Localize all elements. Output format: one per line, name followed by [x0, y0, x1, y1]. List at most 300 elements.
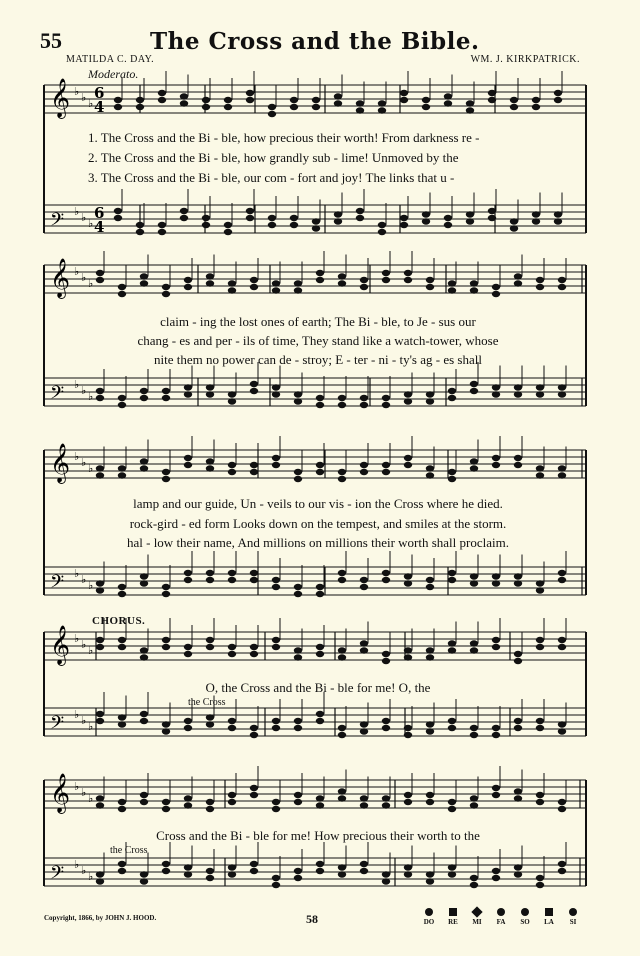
note-head — [206, 570, 214, 576]
note-head — [272, 725, 280, 731]
note-head — [338, 402, 346, 408]
flat-icon: ♭ — [81, 864, 87, 877]
note-head — [268, 222, 276, 228]
note-head — [140, 654, 148, 660]
si-shape-icon — [569, 908, 577, 916]
flat-icon: ♭ — [88, 97, 94, 110]
note-head — [514, 651, 522, 657]
flat-icon: ♭ — [88, 217, 94, 230]
solfege-fa: FA — [496, 918, 506, 926]
hymn-title: The Cross and the Bible. — [150, 28, 480, 55]
note-head — [184, 455, 192, 461]
note-head — [184, 864, 192, 870]
note-head — [180, 208, 188, 214]
flat-icon: ♭ — [74, 858, 80, 871]
flat-icon: ♭ — [88, 390, 94, 403]
note-head — [250, 725, 258, 731]
note-head — [206, 806, 214, 812]
note-head — [228, 462, 236, 468]
note-head — [426, 465, 434, 471]
note-head — [206, 875, 214, 881]
note-head — [294, 398, 302, 404]
verse-3-line-3: hal - low their name, And millions on millions their worth shall proclaim. — [126, 535, 509, 550]
flat-icon: ♭ — [81, 456, 87, 469]
note-head — [158, 97, 166, 103]
note-head — [444, 100, 452, 106]
note-head — [360, 728, 368, 734]
note-head — [448, 718, 456, 724]
solfege-so: SO — [520, 918, 530, 926]
note-head — [378, 107, 386, 113]
note-head — [400, 222, 408, 228]
note-head — [206, 391, 214, 397]
note-head — [312, 104, 320, 110]
note-head — [228, 644, 236, 650]
note-head — [140, 718, 148, 724]
note-head — [294, 647, 302, 653]
note-head — [206, 799, 214, 805]
note-head — [228, 725, 236, 731]
note-head — [360, 284, 368, 290]
note-head — [554, 211, 562, 217]
note-head — [162, 591, 170, 597]
note-head — [338, 788, 346, 794]
note-head — [250, 644, 258, 650]
note-head — [492, 580, 500, 586]
note-head — [250, 785, 258, 791]
note-head — [162, 868, 170, 874]
note-head — [140, 711, 148, 717]
note-head — [316, 802, 324, 808]
note-head — [162, 284, 170, 290]
note-head — [536, 725, 544, 731]
flat-icon: ♭ — [81, 573, 87, 586]
note-head — [294, 792, 302, 798]
note-head — [360, 577, 368, 583]
verse-1-line-2: claim - ing the lost ones of earth; The Bi - ble, to Je - sus our — [160, 314, 476, 329]
note-head — [338, 280, 346, 286]
note-head — [356, 107, 364, 113]
chorus-line-1-bass-lyric: the Cross — [188, 697, 226, 708]
note-head — [246, 215, 254, 221]
note-head — [118, 806, 126, 812]
note-head — [382, 270, 390, 276]
note-head — [184, 391, 192, 397]
flat-icon: ♭ — [88, 870, 94, 883]
note-head — [118, 861, 126, 867]
note-head — [268, 111, 276, 117]
note-head — [448, 570, 456, 576]
note-head — [250, 469, 258, 475]
note-head — [118, 291, 126, 297]
note-head — [184, 277, 192, 283]
note-head — [492, 792, 500, 798]
note-head — [162, 644, 170, 650]
note-head — [96, 871, 104, 877]
note-head — [558, 384, 566, 390]
re-shape-icon — [449, 908, 457, 916]
note-head — [96, 718, 104, 724]
bass-clef-icon: 𝄢 — [50, 383, 65, 408]
note-head — [558, 861, 566, 867]
note-head — [558, 391, 566, 397]
verse-3-line-2: nite them no power can de - stroy; E - ter - ni - ty's ag - es shall — [154, 352, 482, 367]
note-head — [246, 90, 254, 96]
note-head — [294, 799, 302, 805]
note-head — [514, 658, 522, 664]
note-head — [492, 391, 500, 397]
note-head — [360, 868, 368, 874]
note-head — [404, 391, 412, 397]
note-head — [360, 402, 368, 408]
note-head — [426, 398, 434, 404]
note-head — [448, 647, 456, 653]
note-head — [448, 395, 456, 401]
time-signature-treble-bottom: 4 — [94, 98, 105, 116]
note-head — [492, 384, 500, 390]
chorus-label: CHORUS. — [92, 615, 146, 627]
note-head — [162, 728, 170, 734]
flat-icon: ♭ — [74, 632, 80, 645]
note-head — [426, 878, 434, 884]
note-head — [294, 868, 302, 874]
note-head — [448, 806, 456, 812]
note-head — [338, 395, 346, 401]
note-head — [378, 222, 386, 228]
note-head — [536, 384, 544, 390]
note-head — [404, 792, 412, 798]
note-head — [206, 637, 214, 643]
note-head — [334, 93, 342, 99]
note-head — [536, 580, 544, 586]
note-head — [514, 718, 522, 724]
note-head — [158, 222, 166, 228]
note-head — [114, 215, 122, 221]
note-head — [316, 277, 324, 283]
flat-icon: ♭ — [81, 638, 87, 651]
note-head — [96, 388, 104, 394]
note-head — [510, 104, 518, 110]
note-head — [426, 799, 434, 805]
note-head — [338, 570, 346, 576]
solfege-do: DO — [423, 918, 435, 926]
note-head — [444, 222, 452, 228]
note-head — [272, 584, 280, 590]
note-head — [118, 799, 126, 805]
note-head — [470, 573, 478, 579]
note-head — [140, 458, 148, 464]
note-head — [184, 795, 192, 801]
note-head — [316, 462, 324, 468]
note-head — [466, 107, 474, 113]
note-head — [492, 732, 500, 738]
note-head — [96, 587, 104, 593]
note-head — [140, 388, 148, 394]
note-head — [162, 469, 170, 475]
note-head — [96, 270, 104, 276]
note-head — [228, 871, 236, 877]
note-head — [228, 570, 236, 576]
note-head — [382, 277, 390, 283]
note-head — [294, 584, 302, 590]
note-head — [470, 795, 478, 801]
note-head — [250, 284, 258, 290]
note-head — [444, 215, 452, 221]
note-head — [470, 580, 478, 586]
note-head — [404, 277, 412, 283]
note-head — [360, 462, 368, 468]
note-head — [118, 584, 126, 590]
note-head — [536, 875, 544, 881]
note-head — [448, 280, 456, 286]
flat-icon: ♭ — [74, 450, 80, 463]
note-head — [426, 584, 434, 590]
note-head — [250, 651, 258, 657]
note-head — [228, 391, 236, 397]
flat-icon: ♭ — [88, 277, 94, 290]
note-head — [470, 802, 478, 808]
fa-shape-icon — [497, 908, 505, 916]
note-head — [448, 388, 456, 394]
note-head — [96, 277, 104, 283]
note-head — [338, 469, 346, 475]
note-head — [338, 864, 346, 870]
note-head — [492, 291, 500, 297]
time-signature-treble-top: 6 — [94, 84, 105, 102]
note-head — [228, 864, 236, 870]
note-head — [250, 462, 258, 468]
note-head — [338, 647, 346, 653]
note-head — [162, 395, 170, 401]
note-head — [378, 100, 386, 106]
note-head — [272, 882, 280, 888]
note-head — [532, 218, 540, 224]
note-head — [114, 104, 122, 110]
note-head — [180, 100, 188, 106]
note-head — [400, 97, 408, 103]
flat-icon: ♭ — [74, 378, 80, 391]
flat-icon: ♭ — [74, 780, 80, 793]
note-head — [382, 802, 390, 808]
note-head — [184, 725, 192, 731]
note-head — [312, 218, 320, 224]
note-head — [360, 277, 368, 283]
note-head — [514, 725, 522, 731]
note-head — [250, 868, 258, 874]
chorus-line-2: Cross and the Bi - ble for me! How precious their worth to the — [156, 828, 480, 843]
bass-clef-icon: 𝄢 — [50, 863, 65, 888]
note-head — [246, 208, 254, 214]
verse-2-line-3: rock-gird - ed form Looks down on the tempest, and smiles at the storm. — [129, 516, 507, 531]
note-head — [514, 273, 522, 279]
note-head — [338, 654, 346, 660]
verse-1-line-3: lamp and our guide, Un - veils to our vis - ion the Cross where he died. — [133, 496, 503, 511]
flat-icon: ♭ — [88, 720, 94, 733]
note-head — [536, 587, 544, 593]
note-head — [338, 725, 346, 731]
note-head — [294, 469, 302, 475]
note-head — [224, 97, 232, 103]
note-head — [448, 476, 456, 482]
note-head — [492, 284, 500, 290]
note-head — [422, 104, 430, 110]
note-head — [140, 878, 148, 884]
note-head — [532, 211, 540, 217]
note-head — [272, 384, 280, 390]
note-head — [426, 472, 434, 478]
note-head — [492, 725, 500, 731]
note-head — [360, 802, 368, 808]
note-head — [514, 788, 522, 794]
note-head — [114, 208, 122, 214]
note-head — [492, 573, 500, 579]
note-head — [96, 711, 104, 717]
note-head — [536, 644, 544, 650]
note-head — [466, 100, 474, 106]
flat-icon: ♭ — [88, 644, 94, 657]
note-head — [492, 455, 500, 461]
note-head — [206, 458, 214, 464]
note-head — [316, 270, 324, 276]
time-signature-bass-top: 6 — [94, 204, 105, 222]
note-head — [294, 654, 302, 660]
note-head — [118, 472, 126, 478]
note-head — [382, 795, 390, 801]
note-head — [206, 644, 214, 650]
note-head — [250, 570, 258, 576]
note-head — [180, 93, 188, 99]
note-head — [514, 462, 522, 468]
flat-icon: ♭ — [81, 271, 87, 284]
note-head — [158, 229, 166, 235]
note-head — [510, 225, 518, 231]
note-head — [514, 573, 522, 579]
note-head — [448, 725, 456, 731]
note-head — [448, 469, 456, 475]
note-head — [184, 384, 192, 390]
note-head — [514, 280, 522, 286]
note-head — [316, 591, 324, 597]
note-head — [360, 861, 368, 867]
note-head — [536, 391, 544, 397]
note-head — [268, 215, 276, 221]
note-head — [338, 732, 346, 738]
note-head — [360, 395, 368, 401]
note-head — [404, 799, 412, 805]
note-head — [316, 861, 324, 867]
note-head — [316, 711, 324, 717]
note-head — [470, 647, 478, 653]
note-head — [558, 868, 566, 874]
note-head — [382, 462, 390, 468]
note-head — [470, 287, 478, 293]
note-head — [448, 871, 456, 877]
note-head — [426, 391, 434, 397]
note-head — [162, 476, 170, 482]
note-head — [448, 287, 456, 293]
note-head — [360, 721, 368, 727]
la-shape-icon — [545, 908, 553, 916]
note-head — [228, 398, 236, 404]
verse-3-line-1: 3. The Cross and the Bi - ble, our com - fort and joy! The links that u - — [88, 170, 455, 185]
do-shape-icon — [425, 908, 433, 916]
note-head — [250, 577, 258, 583]
note-head — [316, 402, 324, 408]
note-head — [272, 391, 280, 397]
note-head — [140, 273, 148, 279]
note-head — [140, 580, 148, 586]
flat-icon: ♭ — [88, 579, 94, 592]
note-head — [382, 878, 390, 884]
note-head — [228, 287, 236, 293]
note-head — [162, 721, 170, 727]
note-head — [558, 637, 566, 643]
note-head — [316, 868, 324, 874]
bass-clef-icon: 𝄢 — [50, 572, 65, 597]
note-head — [316, 584, 324, 590]
note-head — [558, 728, 566, 734]
note-head — [466, 218, 474, 224]
note-head — [514, 455, 522, 461]
note-head — [140, 465, 148, 471]
note-head — [426, 277, 434, 283]
note-head — [206, 280, 214, 286]
note-head — [272, 718, 280, 724]
note-head — [554, 90, 562, 96]
verse-2-line-1: 2. The Cross and the Bi - ble, how grandly sub - lime! Unmoved by the — [88, 150, 459, 165]
verse-1-line-1: 1. The Cross and the Bi - ble, how precious their worth! From darkness re - — [88, 130, 480, 145]
note-head — [558, 577, 566, 583]
flat-icon: ♭ — [81, 91, 87, 104]
note-head — [184, 577, 192, 583]
note-head — [294, 591, 302, 597]
note-head — [536, 792, 544, 798]
note-head — [312, 97, 320, 103]
note-head — [338, 871, 346, 877]
note-head — [184, 802, 192, 808]
note-head — [404, 270, 412, 276]
note-head — [184, 462, 192, 468]
note-head — [162, 861, 170, 867]
note-head — [96, 802, 104, 808]
note-head — [338, 476, 346, 482]
note-head — [184, 284, 192, 290]
note-head — [536, 718, 544, 724]
note-head — [558, 472, 566, 478]
note-head — [140, 871, 148, 877]
note-head — [290, 104, 298, 110]
note-head — [536, 465, 544, 471]
note-head — [96, 878, 104, 884]
note-head — [272, 287, 280, 293]
tempo-marking: Moderato. — [88, 67, 139, 81]
note-head — [514, 384, 522, 390]
note-head — [378, 229, 386, 235]
note-head — [184, 570, 192, 576]
note-head — [272, 280, 280, 286]
note-head — [294, 391, 302, 397]
note-head — [162, 584, 170, 590]
solfege-legend — [418, 906, 588, 930]
note-head — [272, 455, 280, 461]
note-head — [290, 215, 298, 221]
note-head — [316, 795, 324, 801]
note-head — [470, 280, 478, 286]
note-head — [272, 637, 280, 643]
note-head — [118, 591, 126, 597]
note-head — [118, 637, 126, 643]
note-head — [250, 861, 258, 867]
